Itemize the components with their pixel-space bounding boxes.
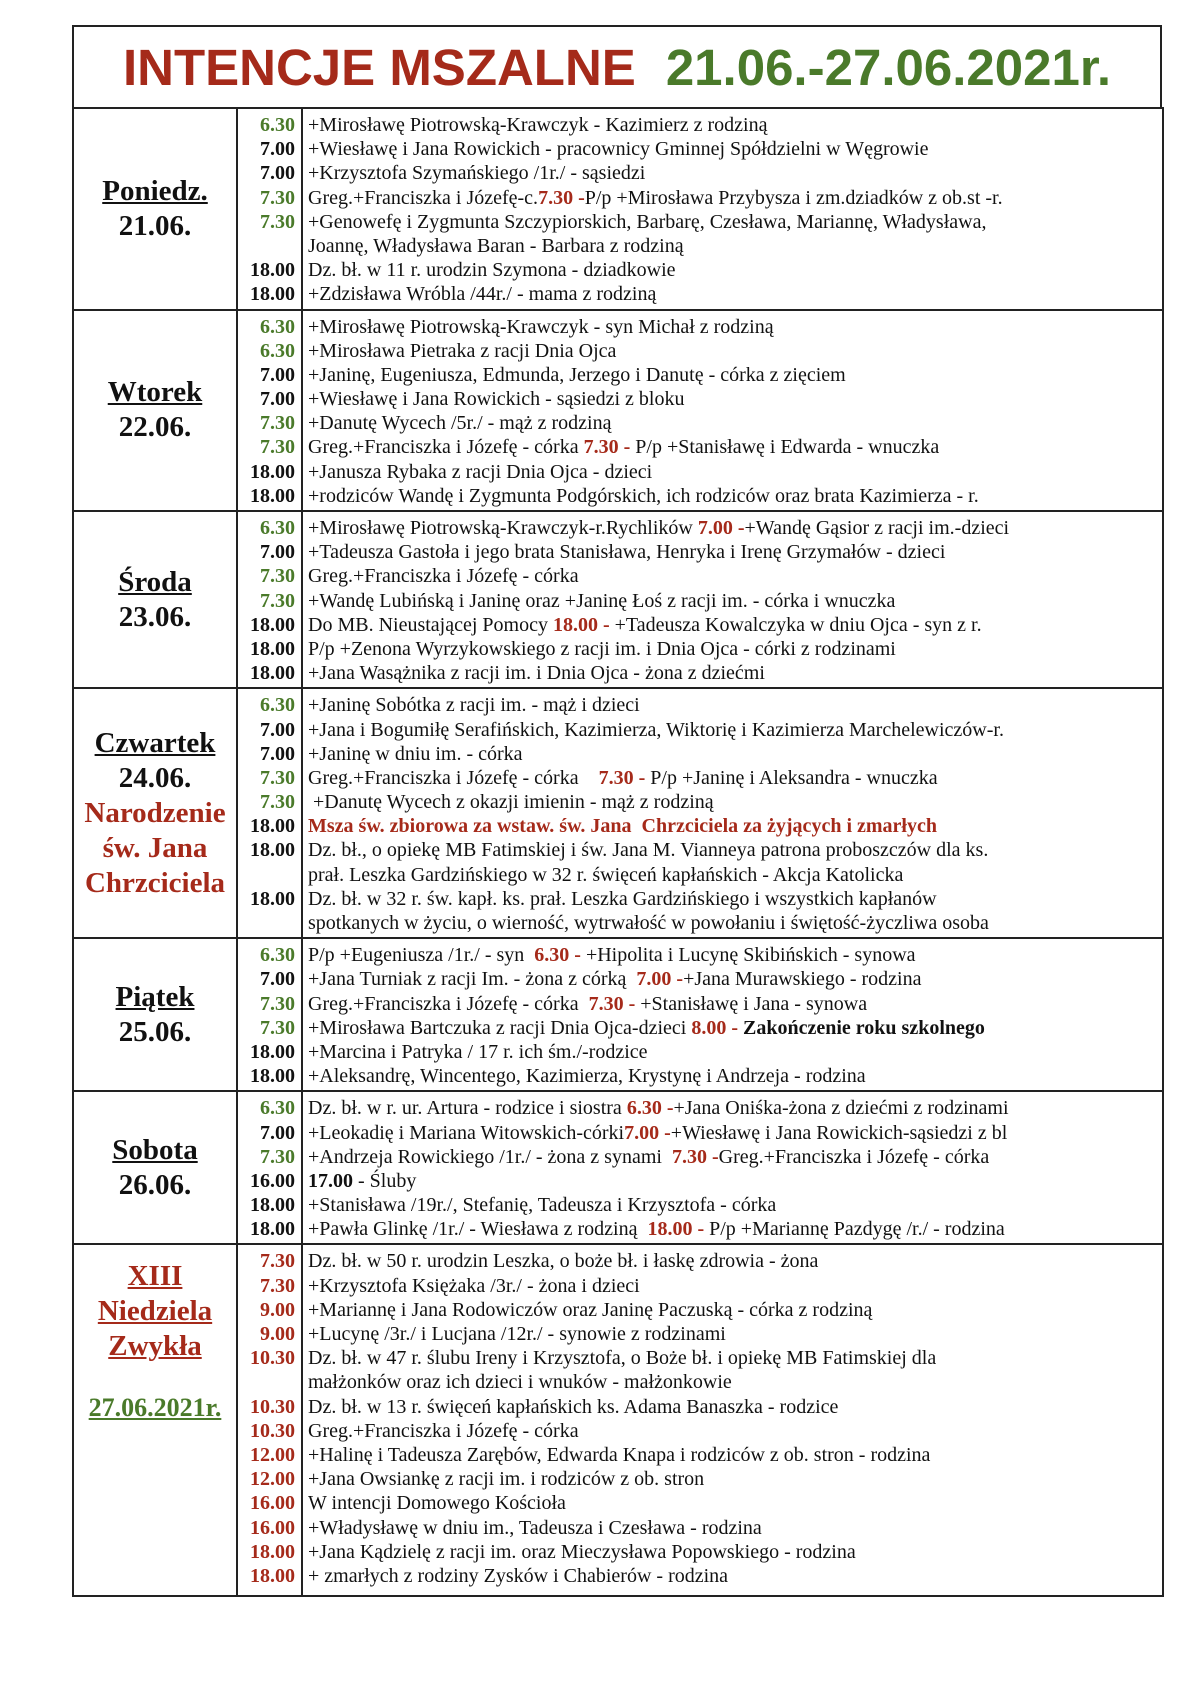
- mass-time: 10.30: [250, 1347, 295, 1370]
- intention-text: P/p +Mirosława Przybysza i zm.dziadków z ob.st -r.: [584, 186, 1003, 209]
- intention-line: [308, 943, 1158, 967]
- intention-line: [308, 718, 1158, 742]
- intention-line: [308, 411, 1158, 435]
- mass-time: 10.30: [250, 1419, 295, 1442]
- times-cell: [237, 310, 302, 512]
- mass-time: 18.00: [250, 259, 295, 282]
- times-cell: [237, 688, 302, 938]
- intention-line: [308, 282, 1158, 306]
- intention-line: [308, 339, 1158, 363]
- intention-text: +Stanisławę i Jana - synowa: [635, 992, 868, 1015]
- day-row-thursday: [73, 688, 1163, 938]
- times-cell: [237, 1091, 302, 1244]
- intentions-cell: [302, 511, 1163, 688]
- intention-text: Greg.+Franciszka i Józefę-c.: [308, 186, 539, 209]
- highlighted-text: 8.00 -: [691, 1016, 738, 1039]
- intention-line: [308, 1121, 1158, 1145]
- mass-time: 7.30: [260, 1145, 295, 1168]
- intention-text: +Tadeusza Kowalczyka w dniu Ojca - syn z r.: [609, 613, 982, 636]
- intention-text: Greg.+Franciszka i Józefę - córka: [308, 565, 579, 588]
- mass-time: 7.00: [260, 388, 295, 411]
- intention-line: [308, 1419, 1158, 1443]
- intention-text: +Stanisława /19r./, Stefanię, Tadeusza i Krzysztofa - córka: [308, 1194, 777, 1217]
- day-date: 23.06.: [118, 600, 192, 633]
- mass-time: 18.00: [250, 839, 295, 862]
- intention-text: +Mirosławę Piotrowską-Krawczyk - Kazimierz z rodziną: [308, 114, 768, 136]
- intention-text: +Jana Turniak z racji Im. - żona z córką: [308, 968, 637, 991]
- mass-time: 12.00: [250, 1468, 295, 1491]
- intention-text: +Mirosławę Piotrowską-Krawczyk-r.Rychlików: [308, 517, 698, 539]
- mass-time: 18.00: [250, 460, 295, 483]
- mass-intentions-sheet: [72, 25, 1162, 1597]
- intention-text: P/p +Janinę i Aleksandra - wnuczka: [645, 766, 938, 789]
- mass-time: 7.30: [260, 186, 295, 209]
- highlighted-text: Msza św. zbiorowa za wstaw. św. Jana Chrzciciela za żyjących i zmarłych: [308, 815, 937, 838]
- feast-line: Chrzciciela: [84, 866, 226, 899]
- intentions-cell: [302, 1244, 1163, 1596]
- intention-text: +Hipolita i Lucynę Skibińskich - synowa: [580, 944, 916, 967]
- times-cell: [237, 511, 302, 688]
- intention-text: spotkanych w życiu, o wierność, wytrwałość w powołaniu i świętość-życzliwa osoba: [308, 912, 989, 934]
- highlighted-text: 18.00 -: [647, 1218, 705, 1241]
- intention-line: [308, 210, 1158, 234]
- highlighted-text: 7.30 -: [598, 766, 646, 789]
- day-date: 26.06.: [118, 1168, 192, 1201]
- day-name: Sobota: [112, 1133, 198, 1166]
- mass-time: 9.00: [260, 1298, 295, 1321]
- intention-line: [308, 564, 1158, 588]
- highlighted-text: 7.30 -: [588, 992, 636, 1015]
- intention-text: Dz. bł., o opiekę MB Fatimskiej i św. Jana M. Vianneya patrona proboszczów dla ks.: [308, 839, 989, 862]
- mass-time: 18.00: [250, 1540, 295, 1563]
- day-row-monday: [73, 108, 1163, 310]
- intention-text: +Danutę Wycech /5r./ - mąż z rodziną: [308, 412, 612, 435]
- intention-text: +Aleksandrę, Wincentego, Kazimierza, Krystynę i Andrzeja - rodzina: [308, 1065, 866, 1088]
- mass-time: 10.30: [250, 1395, 295, 1418]
- times-cell: [237, 938, 302, 1091]
- mass-time: 7.30: [260, 1016, 295, 1039]
- intention-line: [308, 661, 1158, 685]
- mass-time: 16.00: [250, 1169, 295, 1192]
- times-cell: [237, 1244, 302, 1596]
- highlighted-text: 7.30 -: [583, 436, 631, 459]
- intention-text: +Jana Owsiankę z racji im. i rodziców z ob. stron: [308, 1468, 705, 1491]
- mass-time: [238, 863, 295, 887]
- mass-time: 12.00: [250, 1443, 295, 1466]
- intention-line: [308, 863, 1158, 887]
- intention-text: Dz. bł. w r. ur. Artura - rodzice i siostra: [308, 1097, 627, 1120]
- intention-text: Dz. bł. w 11 r. urodzin Szymona - dziadkowie: [308, 259, 676, 282]
- day-date: 27.06.2021r.: [88, 1393, 222, 1423]
- mass-time: 18.00: [250, 815, 295, 838]
- mass-time: [238, 1370, 295, 1394]
- times-cell: [237, 108, 302, 310]
- day-row-wednesday: [73, 511, 1163, 688]
- mass-time: [238, 911, 295, 935]
- mass-time: 16.00: [250, 1492, 295, 1515]
- intention-text: Joannę, Władysława Baran - Barbara z rodziną: [308, 234, 684, 257]
- feast-line: Narodzenie: [84, 796, 226, 829]
- intention-text: +Mirosława Bartczuka z racji Dnia Ojca-dzieci: [308, 1016, 692, 1039]
- intention-text: +Mirosława Pietraka z racji Dnia Ojca: [308, 339, 617, 362]
- intention-line: [308, 911, 1158, 935]
- intention-text: +Janinę, Eugeniusza, Edmunda, Jerzego i Danutę - córka z zięciem: [308, 363, 846, 386]
- sunday-title-line: Zwykła: [108, 1330, 202, 1363]
- intention-text: +Władysławę w dniu im., Tadeusza i Czesława - rodzina: [308, 1516, 762, 1539]
- mass-time: 7.00: [260, 968, 295, 991]
- day-label-cell: [73, 108, 237, 310]
- intention-text: +Genowefę i Zygmunta Szczypiorskich, Barbarę, Czesława, Mariannę, Władysława,: [308, 210, 987, 233]
- intention-text: Greg.+Franciszka i Józefę - córka: [308, 436, 584, 459]
- intention-line: [308, 1298, 1158, 1322]
- mass-time: 7.30: [260, 589, 295, 612]
- mass-time: 18.00: [250, 1194, 295, 1217]
- intention-line: [308, 540, 1158, 564]
- mass-time: 7.30: [260, 436, 295, 459]
- intention-line: [308, 742, 1158, 766]
- intention-line: [308, 435, 1158, 459]
- day-row-friday: [73, 938, 1163, 1091]
- intention-text: P/p +Stanisławę i Edwarda - wnuczka: [630, 436, 940, 459]
- title-dates: 21.06.-27.06.2021r.: [665, 38, 1112, 96]
- mass-time: 7.30: [260, 992, 295, 1015]
- intention-text: +Janusza Rybaka z racji Dnia Ojca - dzieci: [308, 460, 653, 483]
- intention-line: [308, 838, 1158, 862]
- intention-text: +Mirosławę Piotrowską-Krawczyk - syn Michał z rodziną: [308, 315, 774, 338]
- intention-text: +Janinę Sobótka z racji im. - mąż i dzieci: [308, 694, 640, 717]
- intention-line: [308, 484, 1158, 508]
- day-date: 22.06.: [118, 411, 192, 444]
- intention-line: [308, 1443, 1158, 1467]
- day-name: Piątek: [115, 980, 195, 1013]
- mass-time: 7.00: [260, 1121, 295, 1144]
- day-row-tuesday: [73, 310, 1163, 512]
- intention-line: [308, 1145, 1158, 1169]
- intentions-cell: [302, 688, 1163, 938]
- intention-line: [308, 363, 1158, 387]
- mass-time: 16.00: [250, 1516, 295, 1539]
- mass-time: 18.00: [250, 484, 295, 507]
- intention-text: +Zdzisława Wróbla /44r./ - mama z rodziną: [308, 283, 657, 306]
- intention-text: prał. Leszka Gardzińskiego w 32 r. święceń kapłańskich - Akcja Katolicka: [308, 863, 904, 886]
- intention-text: +Jana Wasążnika z racji im. i Dnia Ojca - żona z dziećmi: [308, 662, 765, 685]
- mass-time: [238, 234, 295, 258]
- intention-line: [308, 1096, 1158, 1120]
- highlighted-text: 6.30 -: [626, 1097, 674, 1120]
- mass-time: 18.00: [250, 1040, 295, 1063]
- highlighted-text: 7.00 -: [636, 968, 684, 991]
- intention-line: [308, 387, 1158, 411]
- intentions-cell: [302, 1091, 1163, 1244]
- intention-text: Dz. bł. w 47 r. ślubu Ireny i Krzysztofa, o Boże bł. i opiekę MB Fatimskiej dla: [308, 1347, 937, 1370]
- mass-time: 6.30: [260, 339, 295, 362]
- intention-text: 17.00: [308, 1169, 353, 1192]
- intention-line: [308, 1217, 1158, 1241]
- day-date: 24.06.: [118, 761, 192, 794]
- mass-time: 18.00: [250, 613, 295, 636]
- intention-line: [308, 693, 1158, 717]
- highlighted-text: 7.00 -: [697, 517, 745, 539]
- intention-text: +Jana i Bogumiłę Serafińskich, Kazimierza, Wiktorię i Kazimierza Marchelewiczów-r.: [308, 718, 1004, 741]
- intention-text: +Jana Kądzielę z racji im. oraz Mieczysława Popowskiego - rodzina: [308, 1540, 856, 1563]
- intention-text: +Wandę Lubińską i Janinę oraz +Janinę Łoś z racji im. - córka i wnuczka: [308, 589, 896, 612]
- mass-time: 6.30: [260, 114, 295, 136]
- mass-time: 7.00: [260, 363, 295, 386]
- intention-line: [308, 234, 1158, 258]
- intention-text: Do MB. Nieustającej Pomocy: [308, 613, 553, 636]
- intention-text: +Halinę i Tadeusza Zarębów, Edwarda Knapa i rodziców z ob. stron - rodzina: [308, 1443, 931, 1466]
- highlighted-text: 18.00 -: [552, 613, 610, 636]
- day-row-saturday: [73, 1091, 1163, 1244]
- intention-text: +Wiesławę i Jana Rowickich - pracownicy Gminnej Spółdzielni w Węgrowie: [308, 138, 929, 161]
- day-label-cell: [73, 310, 237, 512]
- intention-line: [308, 613, 1158, 637]
- intention-text: +Jana Oniśka-żona z dziećmi z rodzinami: [673, 1097, 1009, 1120]
- mass-time: 7.00: [260, 138, 295, 161]
- intention-line: [308, 1322, 1158, 1346]
- day-date: 21.06.: [118, 209, 192, 242]
- intention-line: [308, 1395, 1158, 1419]
- mass-time: 6.30: [260, 315, 295, 338]
- mass-time: 7.00: [260, 541, 295, 564]
- intention-line: [308, 137, 1158, 161]
- intention-line: [308, 113, 1158, 137]
- highlighted-text: 7.30 -: [671, 1145, 719, 1168]
- intention-line: [308, 992, 1158, 1016]
- intention-text: Greg.+Franciszka i Józefę - córka: [308, 1419, 579, 1442]
- day-name: Wtorek: [107, 376, 203, 409]
- mass-time: 18.00: [250, 887, 295, 910]
- sunday-title-line: Niedziela: [97, 1295, 213, 1328]
- mass-time: 9.00: [260, 1323, 295, 1345]
- intention-line: [308, 766, 1158, 790]
- intention-line: [308, 1193, 1158, 1217]
- intentions-cell: [302, 938, 1163, 1091]
- intention-line: [308, 460, 1158, 484]
- intention-text: P/p +Zenona Wyrzykowskiego z racji im. i Dnia Ojca - córki z rodzinami: [308, 637, 896, 660]
- mass-time: 7.30: [260, 412, 295, 435]
- intentions-cell: [302, 310, 1163, 512]
- intention-text: +Janinę w dniu im. - córka: [308, 742, 523, 765]
- intention-line: [308, 967, 1158, 991]
- intention-text: Greg.+Franciszka i Józefę - córka: [718, 1145, 990, 1168]
- mass-time: 7.30: [260, 210, 295, 233]
- mass-time: 6.30: [260, 944, 295, 967]
- day-name: Środa: [118, 565, 192, 598]
- mass-time: 7.30: [260, 1274, 295, 1297]
- intention-text: +Tadeusza Gastoła i jego brata Stanisława, Henryka i Irenę Grzymałów - dzieci: [308, 541, 946, 564]
- mass-time: 7.30: [260, 766, 295, 789]
- intention-line: [308, 1040, 1158, 1064]
- intention-text: Greg.+Franciszka i Józefę - córka: [308, 992, 589, 1015]
- intention-text: +Krzysztofa Szymańskiego /1r./ - sąsiedzi: [308, 162, 646, 185]
- intention-line: [308, 887, 1158, 911]
- mass-time: 7.00: [260, 162, 295, 185]
- intention-text: Greg.+Franciszka i Józefę - córka: [308, 766, 599, 789]
- intention-text: +Marcina i Patryka / 17 r. ich śm./-rodzice: [308, 1040, 648, 1063]
- mass-time: 18.00: [250, 662, 295, 685]
- intention-line: [308, 1274, 1158, 1298]
- day-label-cell: [73, 1244, 237, 1596]
- title-main: INTENCJE MSZALNE: [122, 38, 636, 96]
- intention-line: [308, 1016, 1158, 1040]
- day-label-cell: [73, 688, 237, 938]
- intention-line: [308, 790, 1158, 814]
- intentions-cell: [302, 108, 1163, 310]
- intention-text: + zmarłych z rodziny Zysków i Chabierów - rodzina: [308, 1564, 729, 1587]
- day-row-sunday: [73, 1244, 1163, 1596]
- mass-time: 18.00: [250, 1564, 295, 1587]
- mass-time: 18.00: [250, 1065, 295, 1088]
- intention-line: [308, 1491, 1158, 1515]
- mass-time: 18.00: [250, 1218, 295, 1241]
- page-title: [72, 25, 1162, 107]
- mass-time: 6.30: [260, 1097, 295, 1120]
- highlighted-text: 7.00 -: [624, 1121, 671, 1144]
- mass-time: 7.30: [260, 565, 295, 588]
- intention-text: +Wiesławę i Jana Rowickich-sąsiedzi z bl: [670, 1121, 1008, 1144]
- mass-time: 18.00: [250, 283, 295, 306]
- intention-line: [308, 1064, 1158, 1088]
- sunday-title-line: XIII: [127, 1260, 183, 1293]
- intention-text: +Jana Murawskiego - rodzina: [683, 968, 922, 991]
- mass-time: 7.00: [260, 718, 295, 741]
- intentions-table: [72, 107, 1164, 1597]
- highlighted-text: 7.30 -: [538, 186, 585, 209]
- intention-line: [308, 589, 1158, 613]
- intention-text: +Leokadię i Mariana Witowskich-córki: [308, 1121, 625, 1144]
- mass-time: 7.30: [260, 791, 295, 814]
- intention-line: [308, 1540, 1158, 1564]
- highlighted-text: 6.30 -: [534, 944, 581, 967]
- intention-line: [308, 814, 1158, 838]
- intention-line: [308, 1370, 1158, 1394]
- day-date: 25.06.: [118, 1015, 192, 1048]
- mass-time: 6.30: [260, 694, 295, 717]
- intention-text: W intencji Domowego Kościoła: [308, 1492, 566, 1515]
- intention-text: +Mariannę i Jana Rodowiczów oraz Janinę Paczuską - córka z rodziną: [308, 1298, 873, 1321]
- intention-text: Dz. bł. w 50 r. urodzin Leszka, o boże bł. i łaskę zdrowia - żona: [308, 1250, 819, 1273]
- intention-line: [308, 258, 1158, 282]
- intention-text: +Pawła Glinkę /1r./ - Wiesława z rodziną: [308, 1218, 648, 1241]
- intention-line: [308, 186, 1158, 210]
- day-label-cell: [73, 1091, 237, 1244]
- intention-text: +Lucynę /3r./ i Lucjana /12r./ - synowie z rodzinami: [308, 1323, 726, 1345]
- feast-line: św. Jana: [102, 831, 208, 864]
- intention-text: +Danutę Wycech z okazji imienin - mąż z rodziną: [308, 791, 714, 814]
- mass-time: 7.30: [260, 1250, 295, 1273]
- intention-line: [308, 1169, 1158, 1193]
- day-name: Czwartek: [94, 726, 216, 759]
- day-label-cell: [73, 511, 237, 688]
- intention-text: +rodziców Wandę i Zygmunta Podgórskich, ich rodziców oraz brata Kazimierza - r.: [308, 484, 979, 507]
- intention-line: [308, 315, 1158, 339]
- intention-line: [308, 161, 1158, 185]
- intention-text: Zakończenie roku szkolnego: [738, 1016, 985, 1039]
- intention-text: - Śluby: [353, 1169, 417, 1192]
- intention-text: +Andrzeja Rowickiego /1r./ - żona z synami: [308, 1145, 672, 1168]
- intention-line: [308, 1564, 1158, 1588]
- intention-text: P/p +Mariannę Pazdygę /r./ - rodzina: [704, 1218, 1005, 1241]
- intention-line: [308, 516, 1158, 540]
- intention-line: [308, 637, 1158, 661]
- intention-text: +Wiesławę i Jana Rowickich - sąsiedzi z bloku: [308, 388, 685, 411]
- intention-text: Dz. bł. w 13 r. święceń kapłańskich ks. Adama Banaszka - rodzice: [308, 1395, 839, 1418]
- day-name: Poniedz.: [102, 174, 208, 207]
- intention-text: małżonków oraz ich dzieci i wnuków - małżonkowie: [308, 1371, 732, 1394]
- mass-time: 6.30: [260, 517, 295, 539]
- intention-text: P/p +Eugeniusza /1r./ - syn: [308, 944, 535, 967]
- intention-line: [308, 1346, 1158, 1370]
- intention-text: Dz. bł. w 32 r. św. kapł. ks. prał. Leszka Gardzińskiego i wszystkich kapłanów: [308, 887, 937, 910]
- day-label-cell: [73, 938, 237, 1091]
- intention-line: [308, 1249, 1158, 1273]
- mass-time: 7.00: [260, 742, 295, 765]
- intention-text: +Krzysztofa Księżaka /3r./ - żona i dzieci: [308, 1274, 640, 1297]
- intention-line: [308, 1516, 1158, 1540]
- mass-time: 18.00: [250, 637, 295, 660]
- intention-line: [308, 1467, 1158, 1491]
- intention-text: +Wandę Gąsior z racji im.-dzieci: [744, 517, 1010, 539]
